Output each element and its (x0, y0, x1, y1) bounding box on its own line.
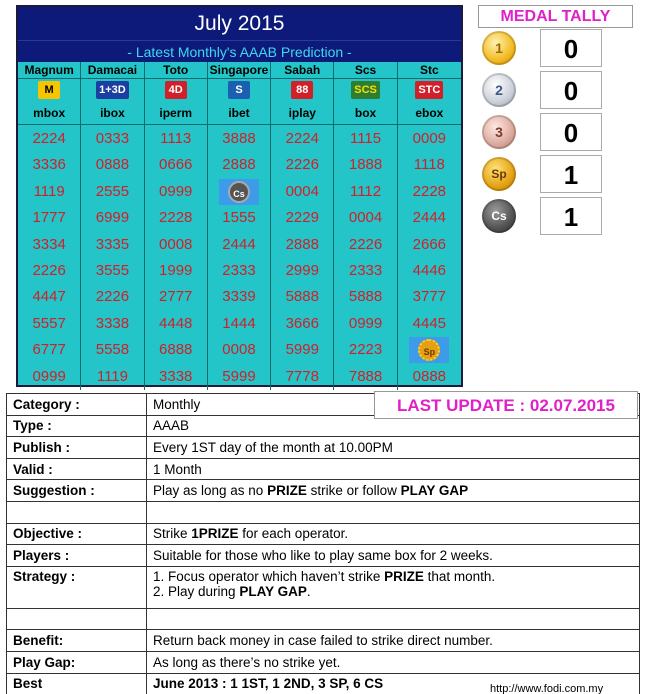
operator-logo (81, 79, 143, 101)
medal-count: 0 (540, 71, 602, 109)
medal-tally-row (478, 197, 638, 237)
prediction-number: 5888 (271, 284, 334, 310)
info-value: As long as there’s no strike yet. (147, 651, 640, 673)
ibox-logo-icon: 1+3D (96, 81, 129, 99)
medal-count: 0 (540, 113, 602, 151)
info-label: Best (7, 673, 147, 694)
info-value: June 2013 : 1 1ST, 1 2ND, 3 SP, 6 CS (147, 673, 640, 694)
medal-count: 1 (540, 197, 602, 235)
medal-label: Sp (418, 339, 440, 361)
info-value: Suitable for those who like to play same box for 2 weeks. (147, 545, 640, 567)
medal-tally-row (478, 155, 638, 195)
prediction-number: 1888 (334, 152, 397, 178)
site-url-link[interactable]: http://www.fodi.com.my (490, 683, 604, 694)
operator-logo (334, 79, 396, 101)
prediction-number: 2226 (334, 232, 397, 258)
medal-count: 1 (540, 155, 602, 193)
prediction-row (18, 364, 461, 390)
info-label: Play Gap: (7, 651, 147, 673)
info-label: Suggestion : (7, 480, 147, 502)
prediction-number: 1113 (145, 126, 208, 152)
iplay-logo-icon: 88 (291, 81, 313, 99)
info-row-objective (7, 523, 640, 545)
info-row-publish (7, 437, 640, 459)
operator-logo (18, 79, 80, 101)
info-value: Strike 1PRIZE for each operator. (147, 523, 640, 545)
info-table (6, 393, 640, 694)
special-prize-hit-cell (398, 337, 461, 363)
prediction-number: 1119 (18, 179, 81, 205)
prediction-number: 5888 (334, 284, 397, 310)
prediction-number: 2999 (271, 258, 334, 284)
prediction-row (18, 126, 461, 152)
prediction-number: 7778 (271, 364, 334, 390)
prediction-number: 3666 (271, 311, 334, 337)
gold-medal-icon: 1 (482, 31, 516, 65)
prediction-rows (18, 126, 461, 390)
prediction-number: 3339 (208, 284, 271, 310)
special-prize-medal-icon (409, 337, 449, 363)
medal-tally-row (478, 29, 638, 69)
info-label: Publish : (7, 437, 147, 459)
operator-name: Damacai (81, 62, 143, 79)
operator-column-ibet (208, 62, 271, 126)
prediction-number: 2226 (271, 152, 334, 178)
info-row-valid (7, 458, 640, 480)
prediction-number: 7888 (334, 364, 397, 390)
prediction-number: 1112 (334, 179, 397, 205)
consolation-hit-cell (208, 179, 271, 205)
prediction-number: 3555 (81, 258, 144, 284)
special-prize-medal-icon: Sp (482, 157, 516, 191)
prediction-number: 2224 (271, 126, 334, 152)
prediction-number: 6888 (145, 337, 208, 363)
iperm-logo-icon: 4D (165, 81, 187, 99)
operator-code: iplay (271, 101, 333, 125)
prediction-number: 0333 (81, 126, 144, 152)
prediction-number: 0999 (145, 179, 208, 205)
prediction-row (18, 152, 461, 178)
operator-column-box (334, 62, 397, 126)
prediction-row (18, 284, 461, 310)
consolation-medal-icon (219, 179, 259, 205)
info-row-suggestion (7, 480, 640, 502)
prediction-number: 2228 (412, 182, 447, 200)
prediction-number: 1444 (208, 311, 271, 337)
prediction-number: 4448 (145, 311, 208, 337)
ibet-logo-icon: S (228, 81, 250, 99)
prediction-number: 3338 (145, 364, 208, 390)
prediction-number: 3338 (81, 311, 144, 337)
operator-name: Singapore (209, 63, 269, 77)
prediction-number: 1999 (145, 258, 208, 284)
info-row-strategy (7, 566, 640, 608)
operator-code: ibox (81, 101, 143, 125)
prediction-number: 3336 (18, 152, 81, 178)
prediction-number: 2226 (81, 284, 144, 310)
medal-label: Cs (228, 181, 250, 203)
operator-name: Toto (145, 62, 207, 79)
prediction-number: 5999 (208, 364, 271, 390)
info-value: Every 1ST day of the month at 10.00PM (147, 437, 640, 459)
silver-medal-icon: 2 (482, 73, 516, 107)
prediction-number: 4447 (18, 284, 81, 310)
info-value: Play as long as no PRIZE strike or follow PLAY GAP (147, 480, 640, 502)
operator-logo (145, 79, 207, 101)
prediction-number: 0004 (334, 205, 397, 231)
prediction-row (18, 205, 461, 231)
operator-code: ebox (398, 101, 461, 125)
prediction-number: 4446 (412, 261, 447, 279)
info-row-players (7, 545, 640, 567)
info-value: AAAB (147, 415, 640, 437)
prediction-number: 2666 (412, 235, 447, 253)
info-row-benefit (7, 630, 640, 652)
operator-logo (271, 79, 333, 101)
prediction-number: 2555 (81, 179, 144, 205)
grid-subtitle: - Latest Monthly's AAAB Prediction - (18, 40, 461, 62)
prediction-number: 5557 (18, 311, 81, 337)
prediction-number: 0999 (334, 311, 397, 337)
box-logo-icon: SCS (351, 81, 380, 99)
info-label: Strategy : (7, 566, 147, 608)
medal-count: 0 (540, 29, 602, 67)
prediction-number: 4445 (412, 314, 447, 332)
medal-tally-row (478, 71, 638, 111)
prediction-number: 0008 (145, 232, 208, 258)
prediction-number: 1118 (413, 156, 445, 174)
prediction-number: 0999 (18, 364, 81, 390)
prediction-number: 6777 (18, 337, 81, 363)
operator-column-ibox (81, 62, 144, 126)
prediction-number: 0888 (81, 152, 144, 178)
info-label: Category : (7, 394, 147, 416)
info-value: 1 Month (147, 458, 640, 480)
prediction-number: 3777 (412, 288, 447, 306)
operator-column-iplay (271, 62, 334, 126)
prediction-row (18, 232, 461, 258)
operator-column-mbox (18, 62, 81, 126)
prediction-row (18, 179, 461, 205)
prediction-number: 2888 (271, 232, 334, 258)
last-update-badge: LAST UPDATE : 02.07.2015 (374, 391, 638, 419)
prediction-number: 3888 (208, 126, 271, 152)
prediction-number: 2333 (334, 258, 397, 284)
operator-logo (208, 79, 270, 101)
prediction-number: 2228 (145, 205, 208, 231)
prediction-number: 1115 (334, 126, 397, 152)
prediction-number: 3334 (18, 232, 81, 258)
info-label: Objective : (7, 523, 147, 545)
prediction-number: 3335 (81, 232, 144, 258)
operator-code: ibet (208, 101, 270, 125)
prediction-number: 6999 (81, 205, 144, 231)
prediction-number: 2777 (145, 284, 208, 310)
info-row-blank (7, 501, 640, 523)
info-row-blank (7, 608, 640, 630)
prediction-number: 1555 (208, 205, 271, 231)
ebox-logo-icon: STC (415, 81, 443, 99)
prediction-number: 1777 (18, 205, 81, 231)
info-value: Monthly (147, 394, 640, 416)
operator-column-ebox (398, 62, 461, 126)
prediction-number: 1119 (81, 364, 144, 390)
prediction-number: 0888 (412, 367, 447, 385)
bronze-medal-icon: 3 (482, 115, 516, 149)
prediction-number: 0004 (271, 179, 334, 205)
prediction-number: 2888 (208, 152, 271, 178)
prediction-number: 0666 (145, 152, 208, 178)
prediction-number: 2224 (18, 126, 81, 152)
info-label: Benefit: (7, 630, 147, 652)
prediction-row (18, 337, 461, 363)
info-label: Type : (7, 415, 147, 437)
info-row-play-gap (7, 651, 640, 673)
prediction-row (18, 258, 461, 284)
operator-logo (398, 79, 461, 101)
prediction-number: 2226 (18, 258, 81, 284)
prediction-number: 2444 (208, 232, 271, 258)
grid-title: July 2015 (18, 7, 461, 40)
prediction-number: 2333 (208, 258, 271, 284)
prediction-number: 2444 (412, 209, 447, 227)
operator-code: iperm (145, 101, 207, 125)
prediction-number: 0009 (412, 130, 447, 147)
prediction-grid (16, 5, 463, 387)
info-value: 1. Focus operator which haven’t strike PRIZE that month. 2. Play during PLAY GAP. (147, 566, 640, 608)
operator-name: Stc (398, 62, 461, 79)
info-label: Players : (7, 545, 147, 567)
operator-name: Magnum (18, 62, 80, 79)
operator-header-row (18, 62, 461, 126)
prediction-number: 5999 (271, 337, 334, 363)
operator-code: box (334, 101, 396, 125)
operator-name: Sabah (271, 62, 333, 79)
mbox-logo-icon: M (38, 81, 60, 99)
prediction-number: 2229 (271, 205, 334, 231)
prediction-number: 0008 (208, 337, 271, 363)
prediction-row (18, 311, 461, 337)
medal-tally-row (478, 113, 638, 153)
consolation-medal-icon: Cs (482, 199, 516, 233)
prediction-number: 5558 (81, 337, 144, 363)
operator-code: mbox (18, 101, 80, 125)
medal-tally-title: MEDAL TALLY (478, 5, 633, 28)
info-value: Return back money in case failed to strike direct number. (147, 630, 640, 652)
info-label: Valid : (7, 458, 147, 480)
operator-name: Scs (334, 62, 396, 79)
prediction-number: 2223 (334, 337, 397, 363)
operator-column-iperm (145, 62, 208, 126)
